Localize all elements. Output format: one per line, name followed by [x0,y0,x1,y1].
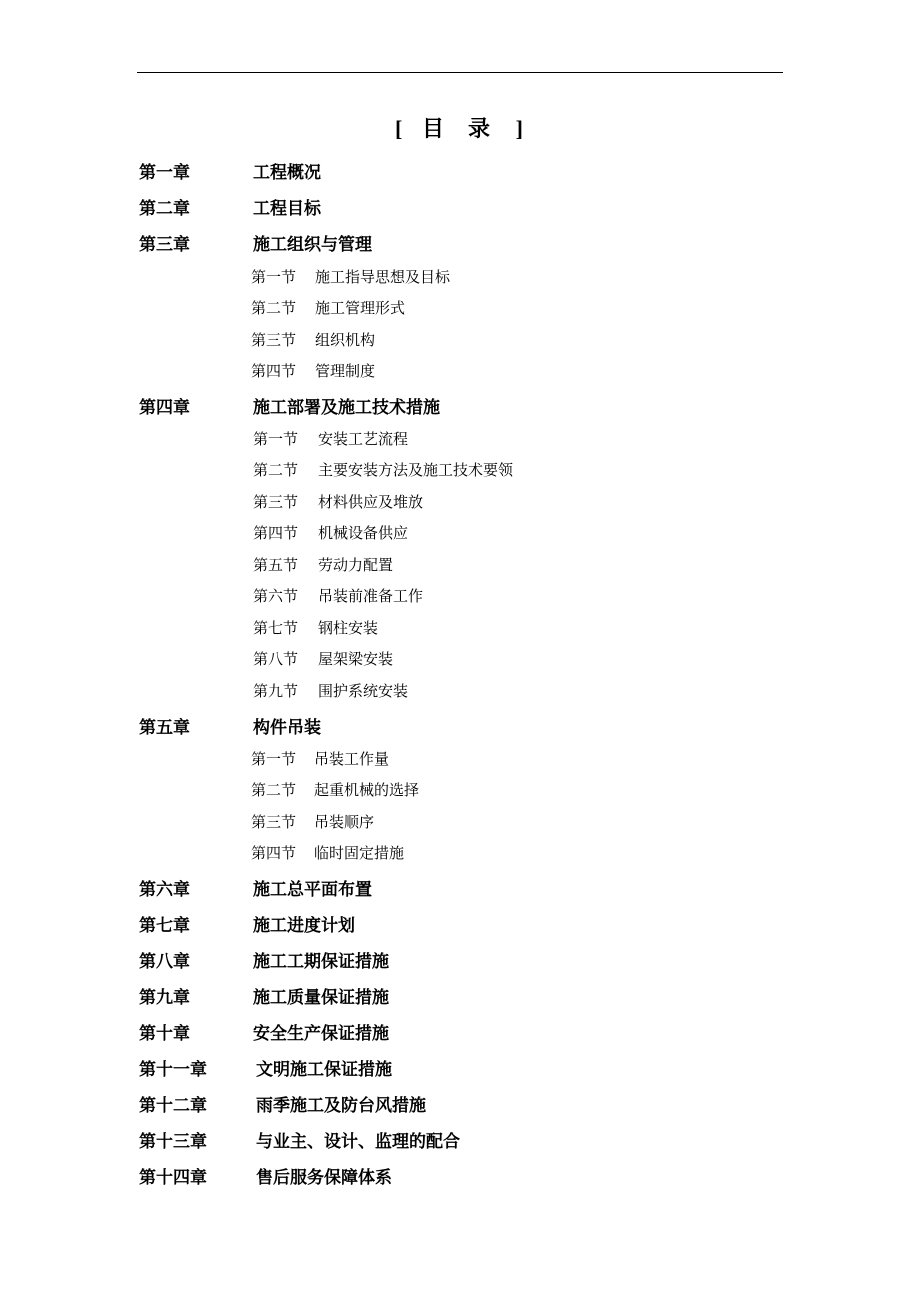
chapter-number: 第十四章 [139,1168,207,1188]
chapter-title: 安全生产保证措施 [253,1024,389,1044]
section-title: 施工指导思想及目标 [315,268,451,286]
chapter-number: 第十一章 [139,1060,207,1080]
section-number: 第二节 [251,299,297,317]
section-title: 吊装工作量 [314,750,390,768]
section-title: 施工管理形式 [315,299,406,317]
section-number: 第五节 [253,556,299,574]
chapter-title: 工程目标 [253,199,321,219]
chapter-title: 工程概况 [253,163,321,183]
section-title: 材料供应及堆放 [318,493,424,511]
section-number: 第三节 [251,331,297,349]
chapter-title: 售后服务保障体系 [256,1168,392,1188]
section-title: 临时固定措施 [314,844,405,862]
section-number: 第七节 [253,619,299,637]
toc-title [0,112,920,143]
chapter-title: 构件吊装 [253,718,321,738]
chapter-number: 第七章 [139,916,190,936]
section-number: 第二节 [253,461,299,479]
section-title: 机械设备供应 [318,524,409,542]
chapter-number: 第三章 [139,235,190,255]
section-number: 第三节 [251,813,297,831]
section-number: 第一节 [251,750,297,768]
section-title: 管理制度 [315,362,376,380]
chapter-number: 第九章 [139,988,190,1008]
section-title: 吊装顺序 [314,813,375,831]
chapter-number: 第四章 [139,398,190,418]
title-bracket-right: ] [515,116,525,141]
chapter-title: 文明施工保证措施 [256,1060,392,1080]
section-title: 吊装前准备工作 [318,587,424,605]
chapter-title: 施工工期保证措施 [253,952,389,972]
section-number: 第六节 [253,587,299,605]
section-title: 组织机构 [315,331,376,349]
title-bracket-left: [ [394,116,405,141]
chapter-number: 第六章 [139,880,190,900]
chapter-title: 施工进度计划 [253,916,355,936]
section-number: 第四节 [253,524,299,542]
chapter-title: 与业主、设计、监理的配合 [256,1132,460,1152]
chapter-title: 施工部署及施工技术措施 [253,398,440,418]
chapter-number: 第八章 [139,952,190,972]
chapter-number: 第五章 [139,718,190,738]
section-title: 钢柱安装 [318,619,379,637]
section-title: 起重机械的选择 [314,781,420,799]
chapter-number: 第十二章 [139,1096,207,1116]
section-number: 第二节 [251,781,297,799]
section-number: 第四节 [251,362,297,380]
chapter-number: 第一章 [139,163,190,183]
title-text: 目录 [421,117,514,142]
section-number: 第三节 [253,493,299,511]
section-title: 安装工艺流程 [318,430,409,448]
section-number: 第四节 [251,844,297,862]
header-rule [137,72,783,73]
chapter-title: 施工质量保证措施 [253,988,389,1008]
chapter-title: 施工组织与管理 [253,235,372,255]
chapter-number: 第十三章 [139,1132,207,1152]
section-title: 主要安装方法及施工技术要领 [318,461,514,479]
section-title: 围护系统安装 [318,682,409,700]
section-title: 劳动力配置 [318,556,394,574]
chapter-title: 雨季施工及防台风措施 [256,1096,426,1116]
chapter-number: 第十章 [139,1024,190,1044]
section-number: 第一节 [251,268,297,286]
section-number: 第一节 [253,430,299,448]
section-number: 第八节 [253,650,299,668]
chapter-title: 施工总平面布置 [253,880,372,900]
section-title: 屋架梁安装 [318,650,394,668]
chapter-number: 第二章 [139,199,190,219]
section-number: 第九节 [253,682,299,700]
